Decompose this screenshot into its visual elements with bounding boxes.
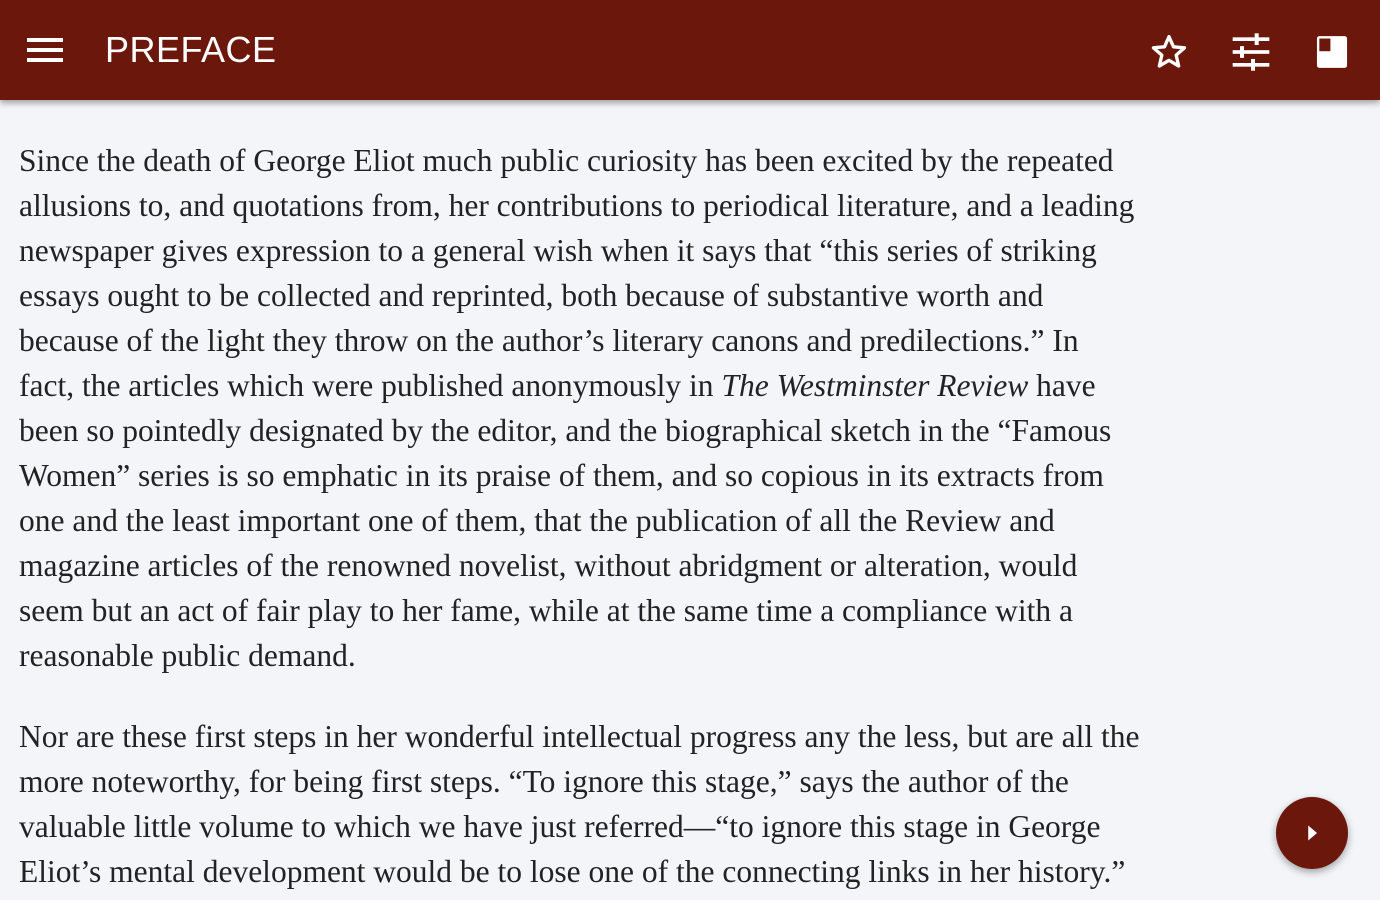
text-line: because of the light they throw on the author’s literary canons and predilections.” In — [19, 323, 1079, 358]
text-segment: fact, the articles which were published anonymously in — [19, 368, 722, 403]
text-line: Nor are these first steps in her wonderful intellectual progress any the less, but are all the — [19, 719, 1140, 754]
book-icon — [1313, 33, 1351, 71]
paragraph-2 — [19, 714, 1369, 894]
text-line: valuable little volume to which we have just referred—“to ignore this stage in George — [19, 809, 1101, 844]
chevron-right-icon — [1297, 818, 1327, 848]
text-segment: have — [1028, 368, 1096, 403]
journal-title: The Westminster Review — [721, 368, 1029, 403]
chapter-text — [19, 138, 1369, 900]
menu-button[interactable] — [18, 27, 72, 73]
next-page-button[interactable] — [1276, 797, 1348, 869]
text-line: newspaper gives expression to a general wish when it says that “this series of striking — [19, 233, 1097, 268]
page-title: PREFACE — [105, 29, 277, 70]
reader-settings-button[interactable] — [1225, 26, 1277, 78]
text-line: Eliot’s mental development would be to lose one of the connecting links in her history.” — [19, 854, 1126, 889]
text-line: one and the least important one of them, that the publication of all the Review and — [19, 503, 1055, 538]
tune-sliders-icon — [1229, 30, 1273, 74]
text-line: been so pointedly designated by the editor, and the biographical sketch in the “Famous — [19, 413, 1112, 448]
text-line: seem but an act of fair play to her fame, while at the same time a compliance with a — [19, 593, 1073, 628]
text-line: reasonable public demand. — [19, 638, 356, 673]
text-line: Women” series is so emphatic in its praise of them, and so copious in its extracts from — [19, 458, 1104, 493]
menu-icon — [26, 36, 64, 64]
text-line — [19, 363, 1369, 408]
star-outline-icon — [1149, 32, 1189, 72]
text-line: more noteworthy, for being first steps. “To ignore this stage,” says the author of the — [19, 764, 1069, 799]
book-info-button[interactable] — [1306, 26, 1358, 78]
text-line: magazine articles of the renowned novelist, without abridgment or alteration, would — [19, 548, 1078, 583]
text-line: allusions to, and quotations from, her contributions to periodical literature, and a leading — [19, 188, 1135, 223]
text-line: Since the death of George Eliot much public curiosity has been excited by the repeated — [19, 143, 1114, 178]
text-line: essays ought to be collected and reprinted, both because of substantive worth and — [19, 278, 1044, 313]
app-bar — [0, 0, 1380, 100]
bookmark-button[interactable] — [1143, 26, 1195, 78]
paragraph-1 — [19, 138, 1369, 678]
